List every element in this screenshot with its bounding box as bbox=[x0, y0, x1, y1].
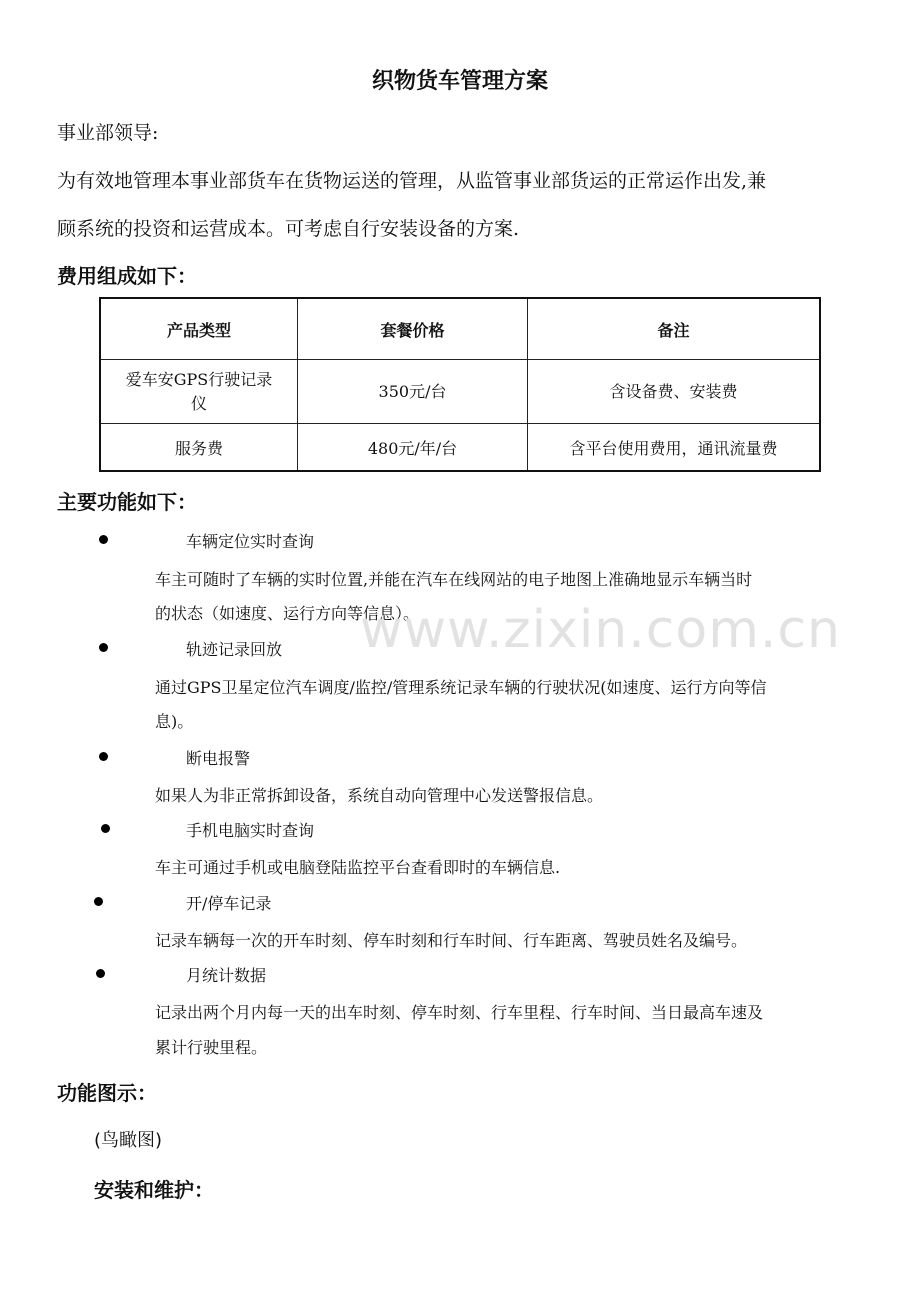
table-header-cell: 产品类型 bbox=[100, 298, 298, 360]
table-cell: 服务费 bbox=[100, 424, 298, 472]
table-cell: 480元/年/台 bbox=[298, 424, 528, 472]
features-heading: 主要功能如下： bbox=[57, 490, 197, 514]
intro-line-2: 顾系统的投资和运营成本。可考虑自行安装设备的方案. bbox=[57, 218, 520, 240]
table-cell: 350元/台 bbox=[298, 360, 528, 424]
document-title: 织物货车管理方案 bbox=[371, 69, 548, 94]
table-header-cell: 套餐价格 bbox=[298, 298, 528, 360]
table-header-cell: 备注 bbox=[528, 298, 821, 360]
feature-desc: 记录车辆每一次的开车时刻、停车时刻和行车时间、行车距离、驾驶员姓名及编号。 bbox=[155, 931, 748, 950]
bullet-icon bbox=[96, 969, 105, 978]
feature-desc: 如果人为非正常拆卸设备，系统自动向管理中心发送警报信息。 bbox=[155, 786, 604, 805]
table-row bbox=[100, 424, 820, 472]
table-header-row bbox=[100, 298, 820, 360]
table-cell: 含平台使用费用，通讯流量费 bbox=[528, 424, 821, 472]
product-name-line1: 爱车安GPS行驶记录 bbox=[125, 369, 273, 389]
diagram-heading: 功能图示： bbox=[57, 1081, 157, 1105]
feature-title: 月统计数据 bbox=[186, 966, 267, 985]
table-cell bbox=[100, 360, 298, 424]
feature-desc: 的状态（如速度、运行方向等信息）。 bbox=[155, 604, 420, 623]
feature-title: 断电报警 bbox=[186, 749, 251, 768]
feature-desc: 记录出两个月内每一天的出车时刻、停车时刻、行车里程、行车时间、当日最高车速及 bbox=[155, 1003, 764, 1022]
bullet-icon bbox=[94, 897, 103, 906]
greeting: 事业部领导: bbox=[57, 122, 159, 144]
install-heading: 安装和维护： bbox=[94, 1178, 214, 1202]
watermark: www.zixin.com.cn bbox=[360, 600, 841, 660]
bullet-icon bbox=[99, 752, 108, 761]
feature-title: 开/停车记录 bbox=[186, 894, 272, 913]
feature-desc: 累计行驶里程。 bbox=[155, 1038, 268, 1057]
table-row bbox=[100, 360, 820, 424]
bullet-icon bbox=[99, 643, 108, 652]
diagram-caption: (鸟瞰图) bbox=[94, 1130, 163, 1151]
product-name-line2: 仪 bbox=[190, 393, 207, 413]
feature-desc: 通过GPS卫星定位汽车调度/监控/管理系统记录车辆的行驶状况(如速度、运行方向等信 bbox=[155, 678, 767, 697]
cost-heading: 费用组成如下： bbox=[57, 264, 197, 288]
intro-line-1: 为有效地管理本事业部货车在货物运送的管理，从监管事业部货运的正常运作出发,兼 bbox=[57, 170, 767, 192]
bullet-icon bbox=[99, 535, 108, 544]
feature-title: 轨迹记录回放 bbox=[186, 640, 283, 659]
feature-desc: 车主可随时了车辆的实时位置,并能在汽车在线网站的电子地图上准确地显示车辆当时 bbox=[155, 570, 753, 589]
feature-desc: 息)。 bbox=[155, 712, 194, 731]
feature-title: 手机电脑实时查询 bbox=[186, 821, 315, 840]
bullet-icon bbox=[101, 824, 110, 833]
table-cell: 含设备费、安装费 bbox=[528, 360, 821, 424]
feature-title: 车辆定位实时查询 bbox=[186, 532, 315, 551]
cost-table bbox=[99, 297, 821, 472]
feature-desc: 车主可通过手机或电脑登陆监控平台查看即时的车辆信息. bbox=[155, 858, 561, 877]
